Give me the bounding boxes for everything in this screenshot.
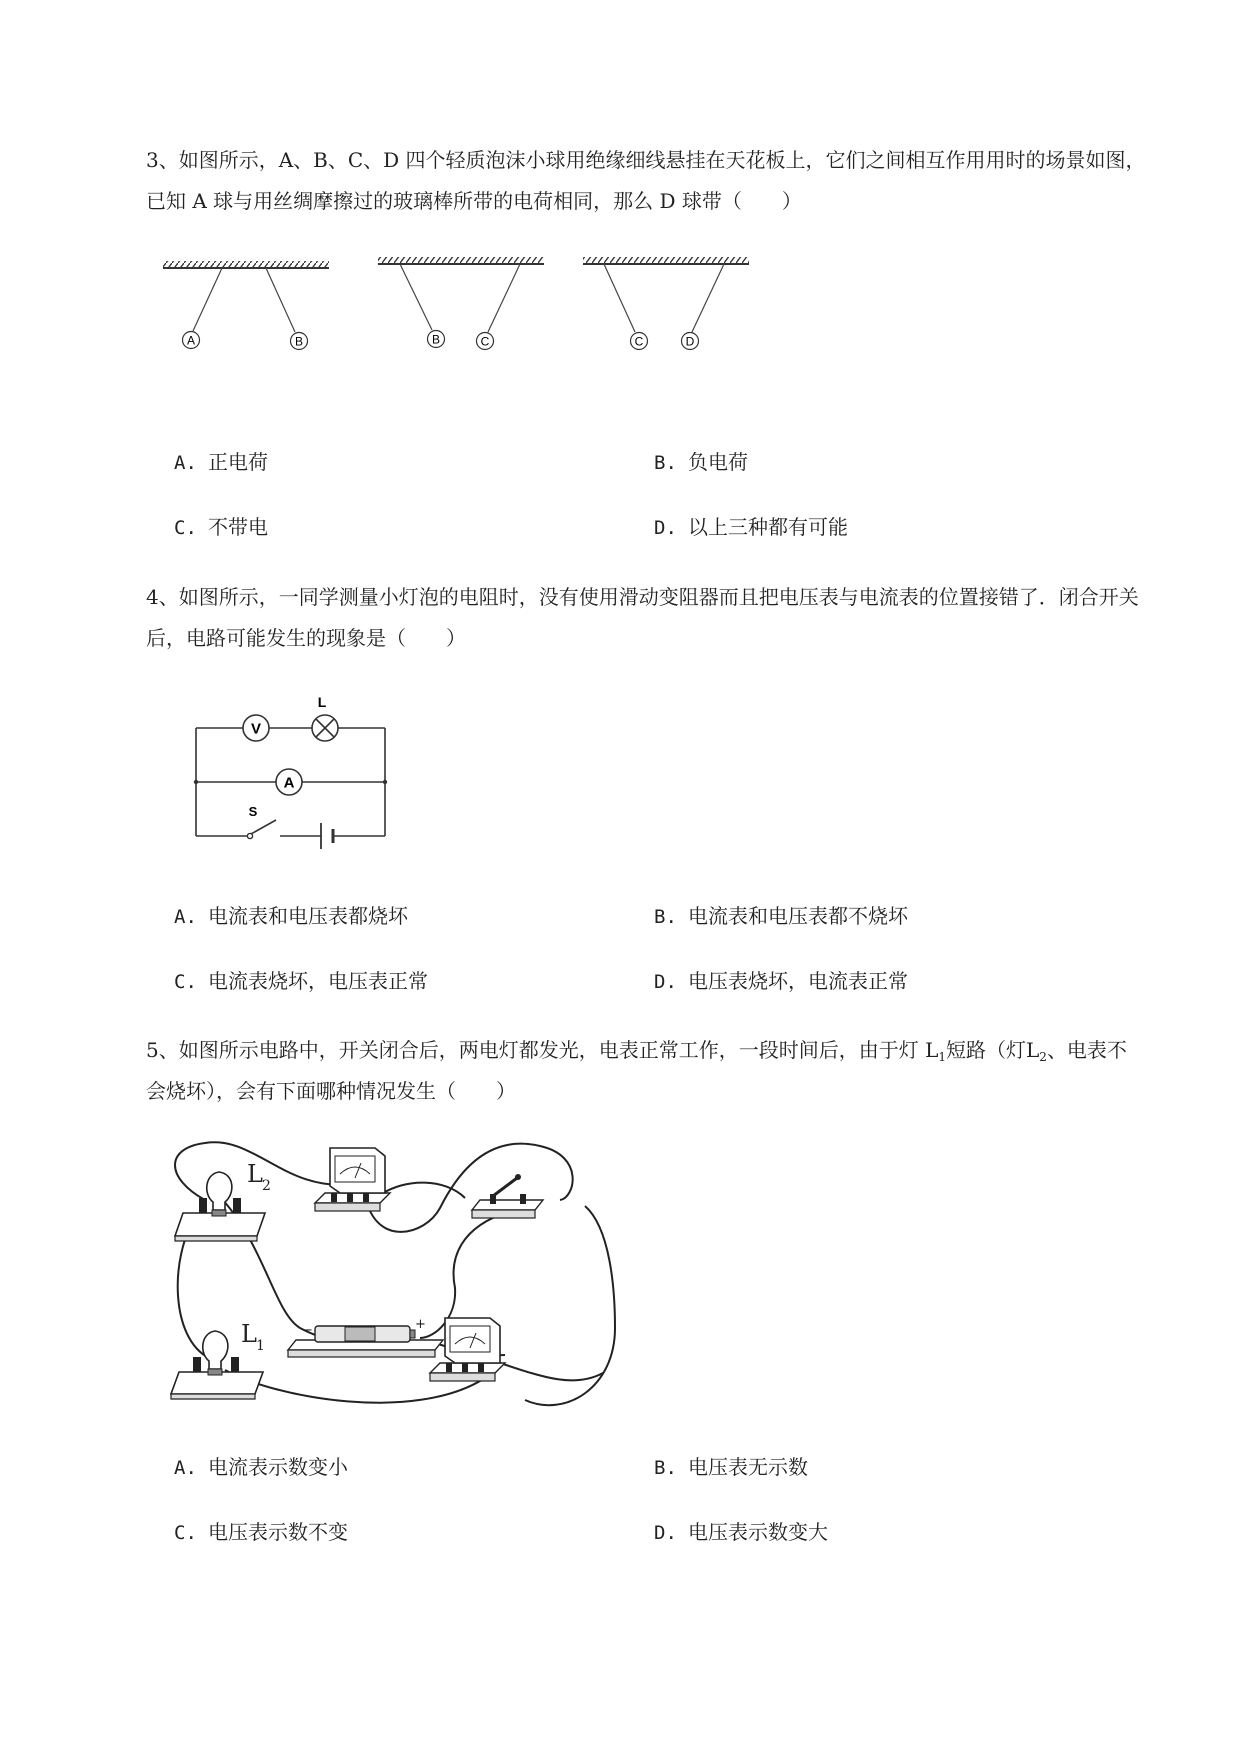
question-3-stem: 3、如图所示，A、B、C、D 四个轻质泡沫小球用绝缘细线悬挂在天花板上，它们之间相互作用用时的场景如图，已知 A 球与用丝绸摩擦过的玻璃棒所带的电荷相同，那么 D 球带（ ） bbox=[146, 148, 1146, 213]
svg-text:B: B bbox=[294, 334, 304, 349]
question-5-stem: 5、如图所示电路中，开关闭合后，两电灯都发光，电表正常工作，一段时间后，由于灯 $L_1$短路（灯$L_2$、电表不会烧坏），会有下面哪种情况发生（ ） bbox=[146, 1038, 1127, 1103]
lamp-symbol bbox=[312, 694, 338, 741]
option-5c[interactable]: C. 电压表示数不变 bbox=[174, 1520, 348, 1544]
svg-text:B: B bbox=[431, 332, 441, 347]
option-4d[interactable]: D. 电压表烧坏，电流表正常 bbox=[654, 969, 908, 993]
question-4-stem: 4、如图所示，一同学测量小灯泡的电阻时，没有使用滑动变阻器而且把电压表与电流表的位置接错了．闭合开关后，电路可能发生的现象是（ ） bbox=[146, 585, 1139, 650]
option-3b[interactable]: B. 负电荷 bbox=[654, 450, 748, 474]
question-4-circuit bbox=[180, 690, 400, 850]
svg-text:V: V bbox=[250, 720, 262, 738]
lamp-l2-board bbox=[175, 1160, 271, 1241]
option-5a[interactable]: A. 电流表示数变小 bbox=[174, 1455, 348, 1479]
svg-text:C: C bbox=[634, 334, 644, 349]
svg-text:2: 2 bbox=[262, 1178, 271, 1194]
question-5-circuit bbox=[165, 1138, 625, 1423]
ceiling-3 bbox=[583, 257, 749, 264]
ball-b-2 bbox=[428, 331, 445, 348]
question-3-figure bbox=[160, 255, 760, 365]
svg-text:A: A bbox=[186, 333, 196, 348]
option-3a[interactable]: A. 正电荷 bbox=[174, 450, 268, 474]
svg-text:−: − bbox=[302, 1323, 313, 1338]
svg-text:L: L bbox=[317, 694, 327, 710]
option-4a[interactable]: A. 电流表和电压表都烧坏 bbox=[174, 904, 408, 928]
voltmeter-symbol bbox=[243, 715, 269, 741]
ceiling-2 bbox=[378, 257, 544, 264]
ball-c bbox=[477, 333, 494, 350]
switch-device bbox=[472, 1174, 543, 1218]
svg-text:A: A bbox=[283, 774, 295, 792]
battery-device bbox=[288, 1317, 443, 1357]
ball-a bbox=[183, 332, 200, 349]
ceiling-1 bbox=[163, 261, 329, 268]
svg-text:C: C bbox=[480, 334, 490, 349]
ball-b bbox=[291, 333, 308, 350]
battery-symbol bbox=[321, 823, 333, 849]
svg-text:1: 1 bbox=[256, 1338, 265, 1354]
ball-c-2 bbox=[631, 333, 648, 350]
svg-text:L: L bbox=[241, 1320, 257, 1348]
lamp-l1-board bbox=[171, 1320, 265, 1399]
svg-text:S: S bbox=[248, 804, 258, 819]
ammeter-symbol bbox=[276, 769, 302, 795]
option-5d[interactable]: D. 电压表示数变大 bbox=[654, 1520, 828, 1544]
option-4b[interactable]: B. 电流表和电压表都不烧坏 bbox=[654, 904, 908, 928]
svg-text:+: + bbox=[415, 1317, 426, 1332]
ball-d bbox=[682, 333, 699, 350]
option-4c[interactable]: C. 电流表烧坏，电压表正常 bbox=[174, 969, 428, 993]
svg-text:L: L bbox=[247, 1160, 263, 1188]
voltmeter-device bbox=[315, 1148, 390, 1211]
option-5b[interactable]: B. 电压表无示数 bbox=[654, 1455, 808, 1479]
option-3c[interactable]: C. 不带电 bbox=[174, 515, 268, 539]
svg-text:D: D bbox=[685, 334, 695, 349]
option-3d[interactable]: D. 以上三种都有可能 bbox=[654, 515, 848, 539]
